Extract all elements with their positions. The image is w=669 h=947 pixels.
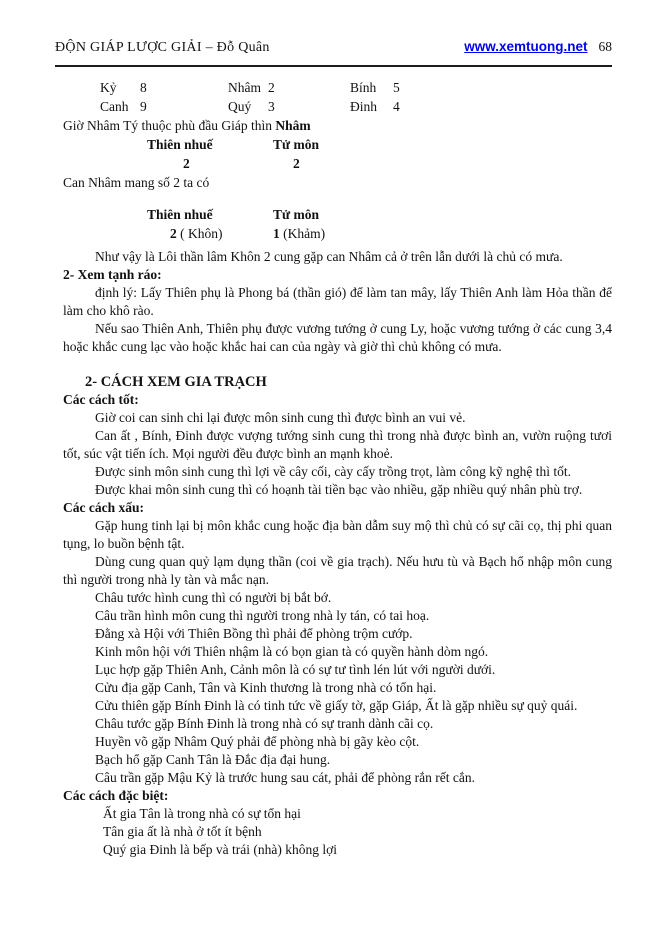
paragraph: Huyền võ gặp Nhâm Quý phải để phòng nhà bị gãy kèo cột. xyxy=(95,734,420,749)
paragraph: Ất gia Tân là trong nhà có sự tổn hại xyxy=(103,806,301,821)
paragraph: Lục hợp gặp Thiên Anh, Cảnh môn là có sự tư tình lén lút với người dưới. xyxy=(95,662,496,677)
paragraph: Châu tước hình cung thì có người bị bắt bớ. xyxy=(95,590,332,605)
stem-label: Canh xyxy=(100,99,129,114)
hour-line xyxy=(63,116,612,135)
paragraph: Quý gia Đinh là bếp và trái (nhà) không lợi xyxy=(103,842,337,857)
section-heading: 2- Xem tạnh ráo: xyxy=(63,267,162,282)
section-heading: Các cách xấu: xyxy=(63,500,144,515)
paragraph: Dùng cung quan quỷ lạm dụng thần (coi về gia trạch). Nếu hưu tù và Bạch hổ nhập môn cung thì người trong nhà ly tàn và mắc nạn. xyxy=(63,554,612,587)
cell-value xyxy=(170,224,273,243)
cell-number: 2 xyxy=(170,226,177,241)
stem-value: 2 xyxy=(268,80,275,95)
page-content xyxy=(63,78,612,859)
paragraph: Câu trần hình môn cung thì người trong nhà ly tán, có tai hoạ. xyxy=(95,608,430,623)
paragraph: Như vậy là Lôi thần lâm Khôn 2 cung gặp can Nhâm cả ở trên lẫn dưới là chủ có mưa. xyxy=(95,249,563,264)
cell-trigram: (Khảm) xyxy=(279,226,326,241)
stem-label: Kỷ xyxy=(100,80,117,95)
star-gate-table-2 xyxy=(63,205,612,243)
cell-value xyxy=(273,226,325,241)
column-header: Thiên nhuế xyxy=(147,207,213,222)
column-header: Tử môn xyxy=(273,137,319,152)
paragraph: định lý: Lấy Thiên phụ là Phong bá (thần gió) để làm tan mây, lấy Thiên Anh làm Hỏa thần để làm cho khô rào. xyxy=(63,285,612,318)
stem-label: Quý xyxy=(228,99,252,114)
header-right xyxy=(464,38,612,56)
page-number: 68 xyxy=(598,39,612,54)
stem-label: Nhâm xyxy=(228,80,261,95)
table-header-row xyxy=(63,205,612,224)
table-value-row xyxy=(63,154,612,173)
paragraph: Gặp hung tinh lại bị môn khắc cung hoặc địa bàn dẫm suy mộ thì chủ có sự cãi cọ, thị phi quan tụng, lo buồn bệnh tật. xyxy=(63,518,612,551)
table-row xyxy=(63,78,612,97)
section-heading: Các cách đặc biệt: xyxy=(63,788,169,803)
paragraph: Tân gia ất là nhà ở tốt ít bệnh xyxy=(103,824,262,839)
page-header xyxy=(55,38,612,67)
table-header-row xyxy=(63,135,612,154)
stem-value: 8 xyxy=(140,80,147,95)
stem-value: 5 xyxy=(393,80,400,95)
can-line: Can Nhâm mang số 2 ta có xyxy=(63,175,210,190)
paragraph: Được sinh môn sinh cung thì lợi về cây cối, cày cấy trồng trọt, làm công kỹ nghệ thì tốt. xyxy=(95,464,572,479)
stem-value: 3 xyxy=(268,99,275,114)
column-header: Tử môn xyxy=(273,207,319,222)
paragraph: Kinh môn hội với Thiên nhậm là có bọn gian tà có quyền hành dòm ngó. xyxy=(95,644,489,659)
stem-label: Đinh xyxy=(350,99,377,114)
column-header: Thiên nhuế xyxy=(147,137,213,152)
paragraph: Bạch hổ gặp Canh Tân là Đắc địa đại hung. xyxy=(95,752,331,767)
stem-value: 4 xyxy=(393,99,400,114)
stem-label: Bính xyxy=(350,80,377,95)
paragraph: Châu tước gặp Bính Đinh là trong nhà có sự tranh dành cãi cọ. xyxy=(95,716,434,731)
paragraph: Cửu địa gặp Canh, Tân và Kinh thương là trong nhà có tổn hại. xyxy=(95,680,437,695)
cell-value: 2 xyxy=(183,156,190,171)
table-value-row xyxy=(63,224,612,243)
hour-line-text: Giờ Nhâm Tý thuộc phù đầu Giáp thìn xyxy=(63,118,276,133)
website-link[interactable]: www.xemtuong.net xyxy=(464,39,588,54)
star-gate-table-1 xyxy=(63,135,612,173)
paragraph: Được khai môn sinh cung thì có hoạnh tài tiền bạc vào nhiều, gặp nhiều quý nhân phù trợ. xyxy=(95,482,583,497)
paragraph: Nếu sao Thiên Anh, Thiên phụ được vương tướng ở cung Ly, hoặc vương tướng ở các cung 3,4 hoặc khắc cung lạc vào hoặc khắc hai can của ngày và giờ thì chủ không có mưa. xyxy=(63,321,612,354)
paragraph: Can ất , Bính, Đinh được vượng tướng sinh cung thì trong nhà được bình an, vườn ruộng tươi tốt, súc vật tiến ích. Mọi người đều được bình an mạnh khoẻ. xyxy=(63,428,612,461)
section-heading: Các cách tốt: xyxy=(63,392,139,407)
table-row xyxy=(63,97,612,116)
cell-value: 2 xyxy=(293,156,300,171)
hour-line-bold: Nhâm xyxy=(275,118,311,133)
chapter-heading: 2- CÁCH XEM GIA TRẠCH xyxy=(85,374,267,390)
stem-number-table xyxy=(63,78,612,116)
body-text xyxy=(63,248,612,859)
paragraph: Câu trần gặp Mậu Kỷ là trước hung sau cát, phải để phòng rắn rết cắn. xyxy=(95,770,475,785)
document-title: ĐỘN GIÁP LƯỢC GIẢI – Đỗ Quân xyxy=(55,40,270,55)
paragraph: Cửu thiên gặp Bính Đinh là có tinh tức về giấy tờ, gặp Giáp, Ất là gặp nhiều sự quỷ quái. xyxy=(95,698,578,713)
paragraph: Giờ coi can sinh chi lại được môn sinh cung thì được bình an vui vẻ. xyxy=(95,410,466,425)
cell-number: 1 xyxy=(273,226,280,241)
cell-trigram: ( Khôn) xyxy=(176,226,223,241)
paragraph: Đằng xà Hội với Thiên Bồng thì phải để phòng trộm cướp. xyxy=(95,626,413,641)
stem-value: 9 xyxy=(140,99,147,114)
